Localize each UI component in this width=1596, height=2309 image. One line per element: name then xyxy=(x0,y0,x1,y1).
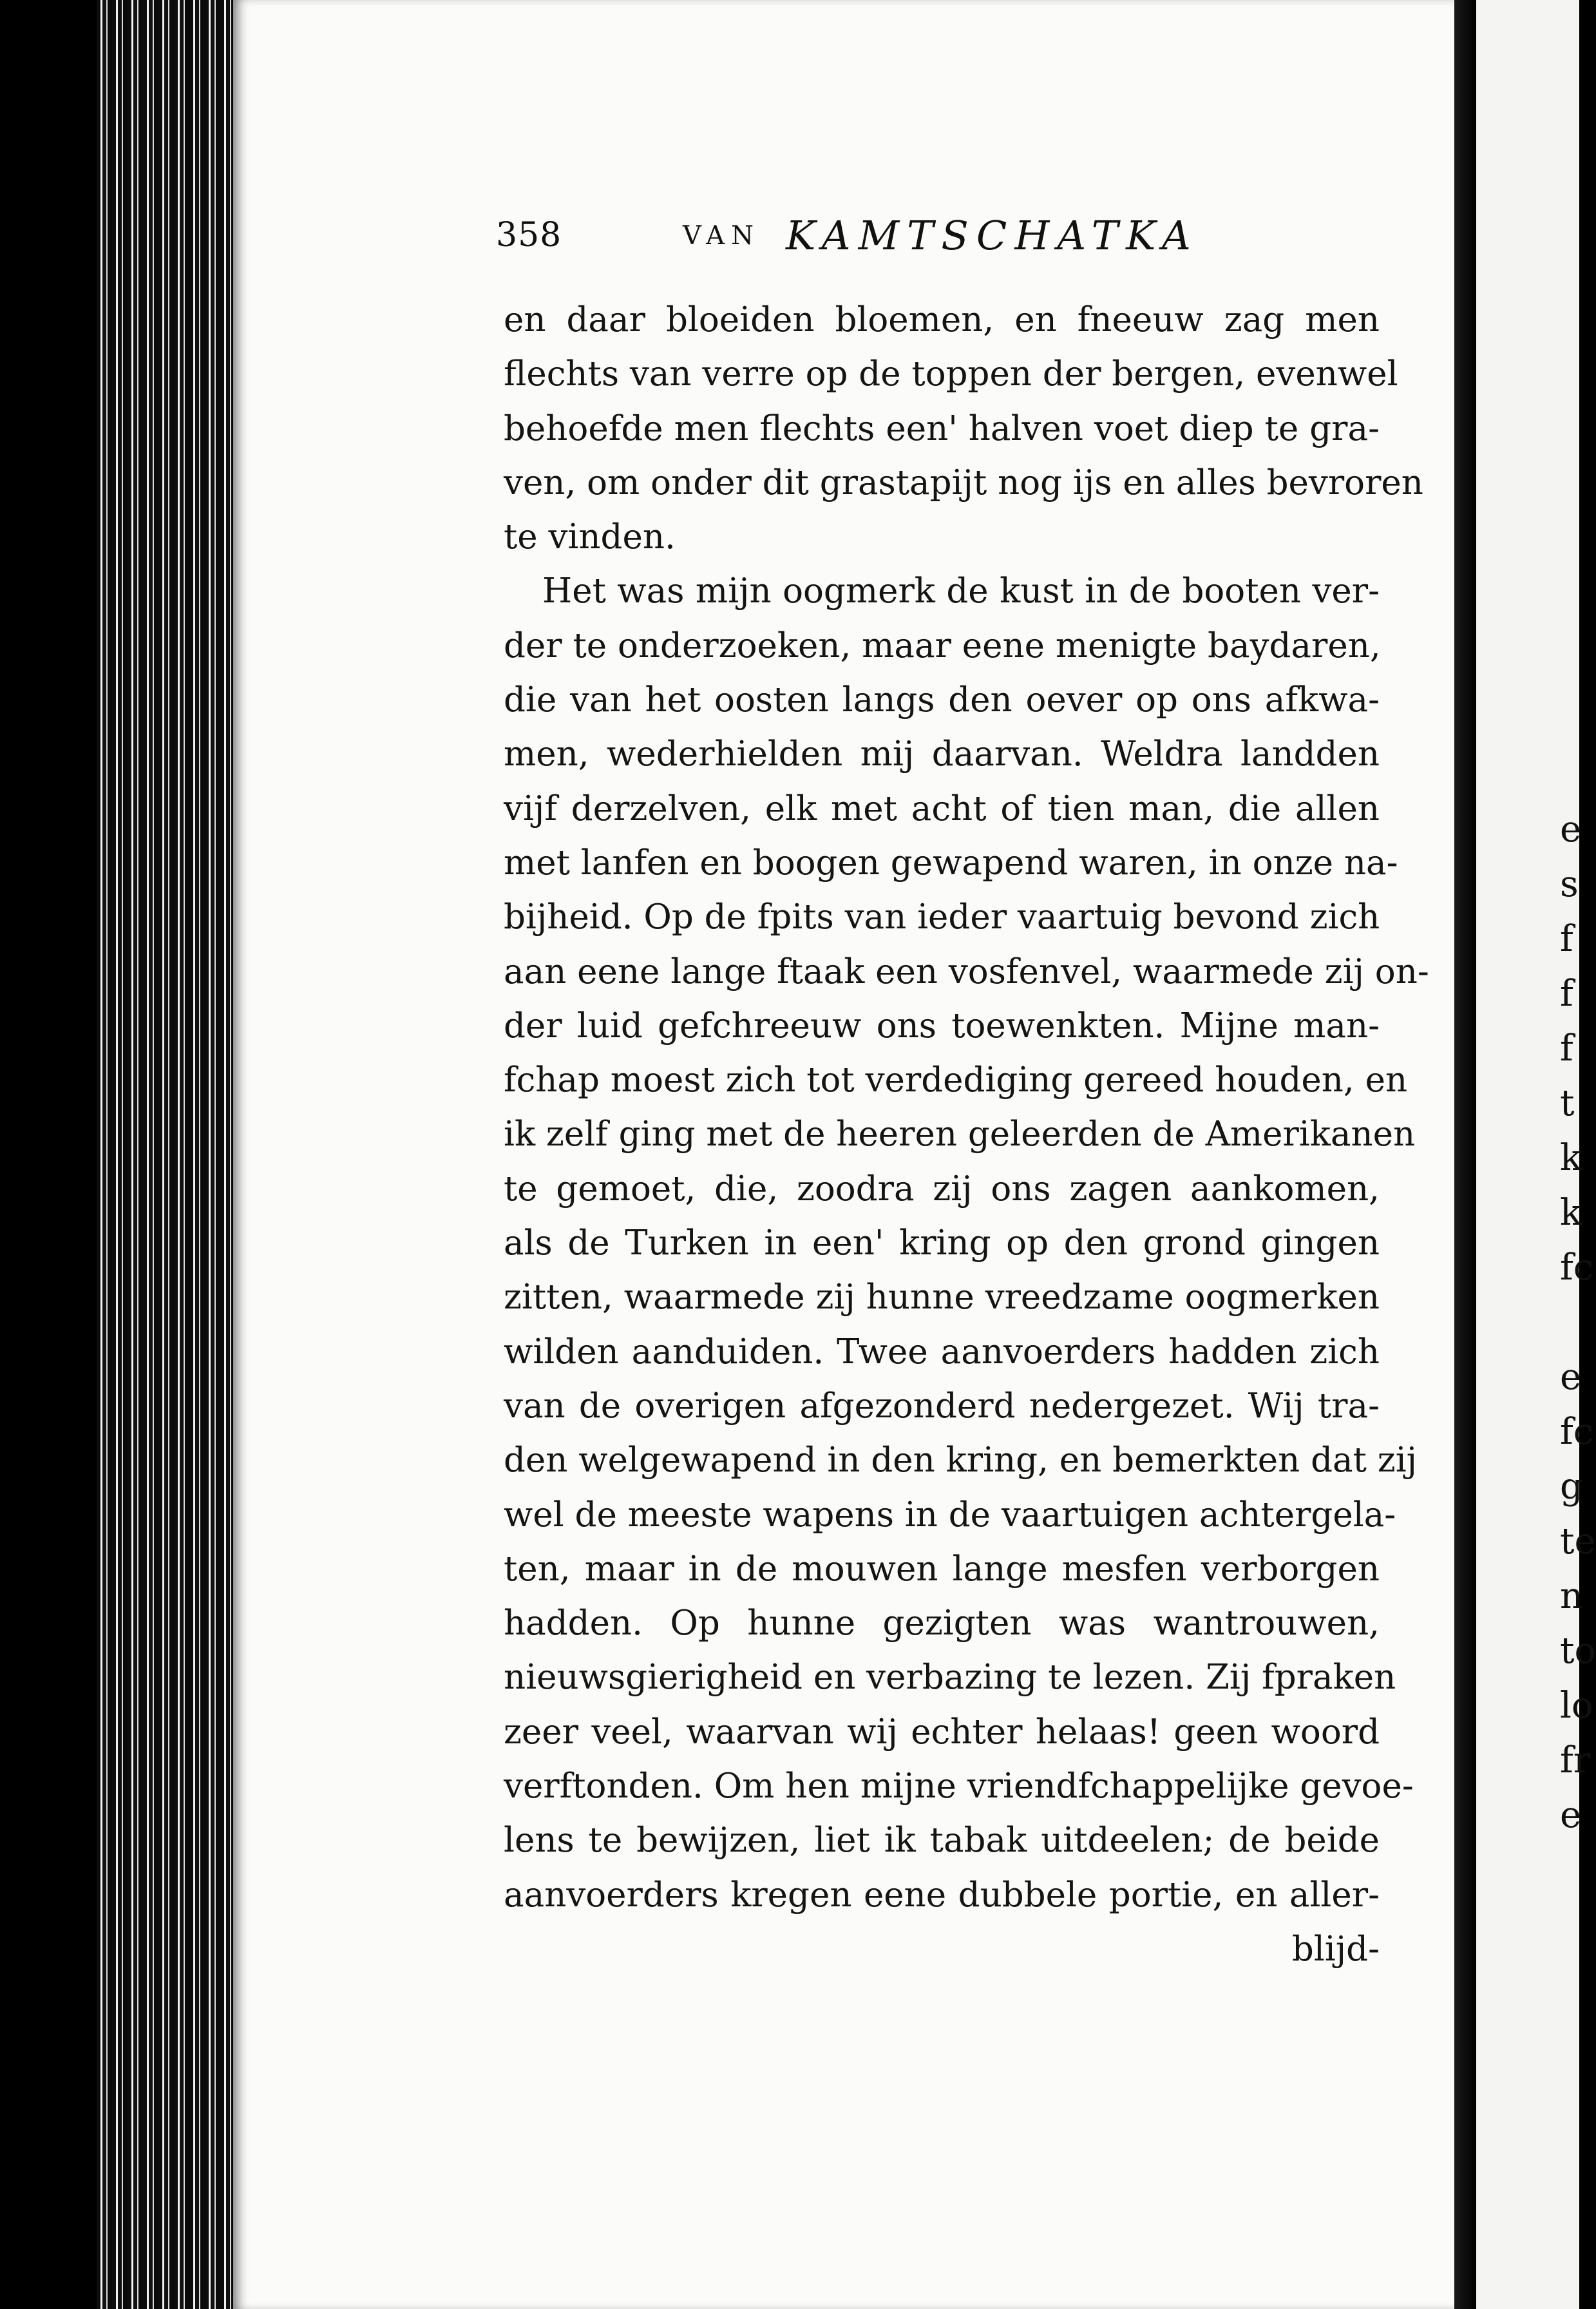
text-line: en daar bloeiden bloemen, en fneeuw zag men xyxy=(504,300,1380,340)
facing-fragment: fc xyxy=(1560,1247,1594,1289)
text-line: vijf derzelven, elk met acht of tien man, die allen xyxy=(504,789,1380,829)
text-line: flechts van verre op de toppen der bergen, evenwel xyxy=(504,354,1398,394)
facing-fragment: e xyxy=(1560,809,1582,850)
text-line: met lanfen en boogen gewapend waren, in onze na- xyxy=(504,843,1398,883)
facing-fragment: to xyxy=(1560,1630,1596,1672)
facing-fragment: fr xyxy=(1560,1739,1591,1781)
text-line: ik zelf ging met de heeren geleerden de Amerikanen xyxy=(504,1115,1416,1154)
text-line: fchap moest zich tot verdediging gereed houden, en xyxy=(504,1060,1408,1100)
running-head xyxy=(496,212,1398,267)
text-line: nieuwsgierigheid en verbazing te lezen. Zij fpraken xyxy=(504,1658,1396,1698)
body-text xyxy=(504,293,1429,1977)
facing-fragment: g xyxy=(1560,1466,1583,1508)
facing-fragment: s xyxy=(1560,863,1579,905)
text-line: van de overigen afgezonderd nedergezet. Wij tra- xyxy=(504,1386,1380,1426)
text-line: te vinden. xyxy=(504,517,676,557)
text-line: hadden. Op hunne gezigten was wantrouwen, xyxy=(504,1604,1380,1643)
text-line: te gemoet, die, zoodra zij ons zagen aankomen, xyxy=(504,1169,1380,1209)
text-line: den welgewapend in den kring, en bemerkten dat zij xyxy=(504,1441,1418,1480)
book-spine xyxy=(97,0,238,2309)
page-gutter xyxy=(1454,0,1476,2309)
text-line: die van het oosten langs den oever op ons afkwa- xyxy=(504,680,1380,720)
text-line: bijheid. Op de fpits van ieder vaartuig bevond zich xyxy=(504,897,1380,937)
facing-fragment: fc xyxy=(1560,1411,1594,1453)
facing-fragment: n xyxy=(1560,1575,1584,1617)
text-line: behoefde men flechts een' halven voet diep te gra- xyxy=(504,408,1380,448)
facing-fragment: k xyxy=(1560,1137,1582,1179)
running-head-van: VAN xyxy=(683,221,761,251)
text-line: als de Turken in een' kring op den grond gingen xyxy=(504,1223,1380,1263)
text-line: lens te bewijzen, liet ik tabak uitdeelen; de beide xyxy=(504,1821,1380,1861)
facing-fragment: e xyxy=(1560,1794,1582,1836)
text-line: men, wederhielden mij daarvan. Weldra landden xyxy=(504,734,1380,774)
facing-page xyxy=(1476,0,1596,2309)
catchword: blijd- xyxy=(1291,1929,1380,1969)
facing-fragment: f xyxy=(1560,918,1573,960)
text-line: ven, om onder dit grastapijt nog ijs en alles bevroren xyxy=(504,463,1423,503)
text-line: verftonden. Om hen mijne vriendfchappelijke gevoe- xyxy=(504,1767,1414,1806)
facing-fragment: lo xyxy=(1560,1685,1593,1727)
text-line: zeer veel, waarvan wij echter helaas! geen woord xyxy=(504,1712,1380,1752)
running-head-title: KAMTSCHATKA xyxy=(786,212,1199,259)
text-line: wilden aanduiden. Twee aanvoerders hadden zich xyxy=(504,1332,1380,1372)
facing-fragment: f xyxy=(1560,973,1573,1015)
text-line: aanvoerders kregen eene dubbele portie, en aller- xyxy=(504,1875,1380,1915)
text-line: der te onderzoeken, maar eene menigte baydaren, xyxy=(504,626,1381,666)
text-line: zitten, waarmede zij hunne vreedzame oogmerken xyxy=(504,1278,1380,1317)
page-number: 358 xyxy=(496,216,562,254)
text-line: ten, maar in de mouwen lange mesfen verborgen xyxy=(504,1549,1380,1589)
text-line: aan eene lange ftaak een vosfenvel, waarmede zij on- xyxy=(504,952,1429,992)
facing-fragment: te xyxy=(1560,1520,1596,1562)
text-line: Het was mijn oogmerk de kust in de booten ver- xyxy=(542,571,1380,611)
facing-fragment: f xyxy=(1560,1028,1573,1069)
text-line: der luid gefchreeuw ons toewenkten. Mijne man- xyxy=(504,1006,1380,1046)
facing-fragment: e xyxy=(1560,1356,1582,1398)
facing-fragment: k xyxy=(1560,1192,1582,1234)
facing-fragment: t xyxy=(1560,1082,1575,1124)
text-line: wel de meeste wapens in de vaartuigen achtergela- xyxy=(504,1495,1396,1535)
